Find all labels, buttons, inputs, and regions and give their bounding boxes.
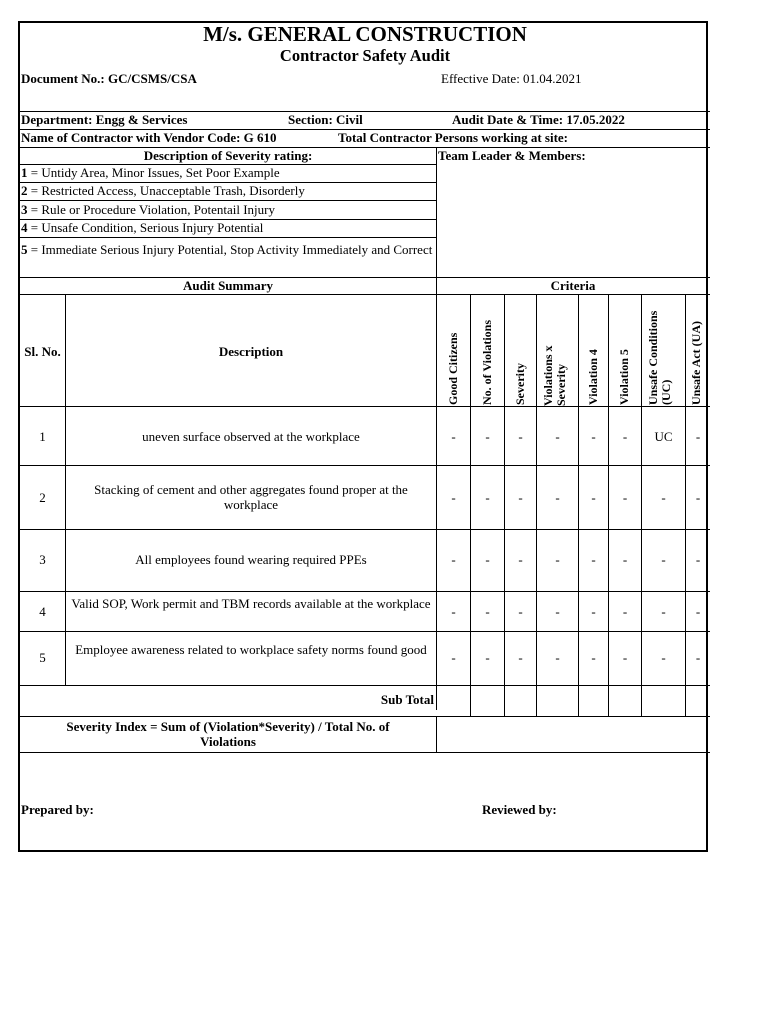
row-1-good-citizens: - xyxy=(451,429,456,444)
row-3-unsafe-act: - xyxy=(695,552,701,567)
row-5-no-violations: - xyxy=(485,650,490,665)
criteria-col-good-citizens: Good Citizens xyxy=(446,332,460,405)
criteria-col-violation-4: Violation 4 xyxy=(586,349,600,405)
row-4-good-citizens: - xyxy=(451,604,456,619)
section: Section: Civil xyxy=(288,112,363,127)
row-3-unsafe-conditions: - xyxy=(661,552,666,567)
row-1-description: uneven surface observed at the workplace xyxy=(142,429,360,444)
row-3-violations-x-severity: - xyxy=(555,552,560,567)
criteria-heading: Criteria xyxy=(550,278,596,293)
row-2-description: Stacking of cement and other aggregates found proper at the workplace xyxy=(94,482,408,512)
severity-rating-1: 1 = Untidy Area, Minor Issues, Set Poor Example xyxy=(21,165,280,180)
row-5-violation-5: - xyxy=(622,650,628,665)
row-4-violation-5: - xyxy=(622,604,628,619)
severity-rating-5: 5 = Immediate Serious Injury Potential, Stop Activity Immediately and Correct xyxy=(21,242,433,257)
criteria-col-no-violations: No. of Violations xyxy=(480,319,494,405)
severity-rating-2: 2 = Restricted Access, Unacceptable Trash, Disorderly xyxy=(21,183,305,198)
row-2-violation-5: - xyxy=(622,490,628,505)
row-2-violation-4: - xyxy=(591,490,596,505)
row-2-unsafe-act: - xyxy=(695,490,701,505)
row-4-violation-4: - xyxy=(591,604,596,619)
prepared-by: Prepared by: xyxy=(21,802,94,817)
row-3-violation-5: - xyxy=(622,552,628,567)
audit-date: Audit Date & Time: 17.05.2022 xyxy=(452,112,625,127)
row-4-unsafe-conditions: - xyxy=(661,604,666,619)
row-5-unsafe-act: - xyxy=(695,650,701,665)
document-number: Document No.: GC/CSMS/CSA xyxy=(21,71,197,86)
row-5-sl: 5 xyxy=(39,650,46,665)
row-5-unsafe-conditions: - xyxy=(661,650,666,665)
row-1-violation-4: - xyxy=(591,429,596,444)
sl-no-header: Sl. No. xyxy=(24,344,61,359)
contractor-name: Name of Contractor with Vendor Code: G 610 xyxy=(21,130,277,145)
row-1-unsafe-conditions: UC xyxy=(654,429,673,444)
form-title: Contractor Safety Audit xyxy=(279,46,451,65)
reviewed-by: Reviewed by: xyxy=(482,802,557,817)
row-3-violation-4: - xyxy=(591,552,596,567)
row-4-no-violations: - xyxy=(485,604,490,619)
audit-summary-heading: Audit Summary xyxy=(183,278,273,293)
criteria-col-violation-5: Violation 5 xyxy=(617,349,631,405)
row-4-unsafe-act: - xyxy=(695,604,701,619)
row-3-severity: - xyxy=(518,552,523,567)
severity-rating-4: 4 = Unsafe Condition, Serious Injury Potential xyxy=(21,220,264,235)
effective-date: Effective Date: 01.04.2021 xyxy=(441,71,582,86)
row-1-sl: 1 xyxy=(39,429,46,444)
severity-rating-3: 3 = Rule or Procedure Violation, Potentail Injury xyxy=(21,202,275,217)
row-2-severity: - xyxy=(518,490,523,505)
criteria-col-violations-x-severity: Violations x Severity xyxy=(541,345,568,406)
row-4-description: Valid SOP, Work permit and TBM records available at the workplace xyxy=(71,596,431,611)
row-1-violation-5: - xyxy=(622,429,628,444)
team-label: Team Leader & Members: xyxy=(438,148,586,163)
department: Department: Engg & Services xyxy=(21,112,188,127)
row-5-violations-x-severity: - xyxy=(555,650,560,665)
row-2-violations-x-severity: - xyxy=(555,490,560,505)
row-2-good-citizens: - xyxy=(451,490,456,505)
row-3-no-violations: - xyxy=(485,552,490,567)
total-persons: Total Contractor Persons working at site: xyxy=(338,130,569,145)
audit-form xyxy=(18,21,708,852)
sub-total-label: Sub Total xyxy=(380,692,434,707)
row-2-no-violations: - xyxy=(485,490,490,505)
description-header: Description xyxy=(218,344,284,359)
row-1-unsafe-act: - xyxy=(695,429,701,444)
row-2-unsafe-conditions: - xyxy=(661,490,666,505)
row-1-severity: - xyxy=(518,429,523,444)
row-1-violations-x-severity: - xyxy=(555,429,560,444)
row-3-sl: 3 xyxy=(39,552,46,567)
row-4-violations-x-severity: - xyxy=(555,604,560,619)
row-5-violation-4: - xyxy=(591,650,596,665)
severity-heading: Description of Severity rating: xyxy=(143,148,313,163)
row-3-good-citizens: - xyxy=(451,552,456,567)
row-4-severity: - xyxy=(518,604,523,619)
company-name: M/s. GENERAL CONSTRUCTION xyxy=(203,22,527,46)
row-2-sl: 2 xyxy=(39,490,46,505)
row-5-severity: - xyxy=(518,650,523,665)
severity-index-label: Severity Index = Sum of (Violation*Severity) / Total No. of Violations xyxy=(66,719,390,749)
row-1-no-violations: - xyxy=(485,429,490,444)
row-3-description: All employees found wearing required PPEs xyxy=(135,552,367,567)
criteria-col-severity: Severity xyxy=(513,363,527,405)
row-5-good-citizens: - xyxy=(451,650,456,665)
row-5-description: Employee awareness related to workplace safety norms found good xyxy=(75,642,427,657)
row-4-sl: 4 xyxy=(39,604,46,619)
criteria-col-unsafe-conditions: Unsafe Conditions (UC) xyxy=(646,310,673,405)
criteria-col-unsafe-act: Unsafe Act (UA) xyxy=(689,321,703,405)
